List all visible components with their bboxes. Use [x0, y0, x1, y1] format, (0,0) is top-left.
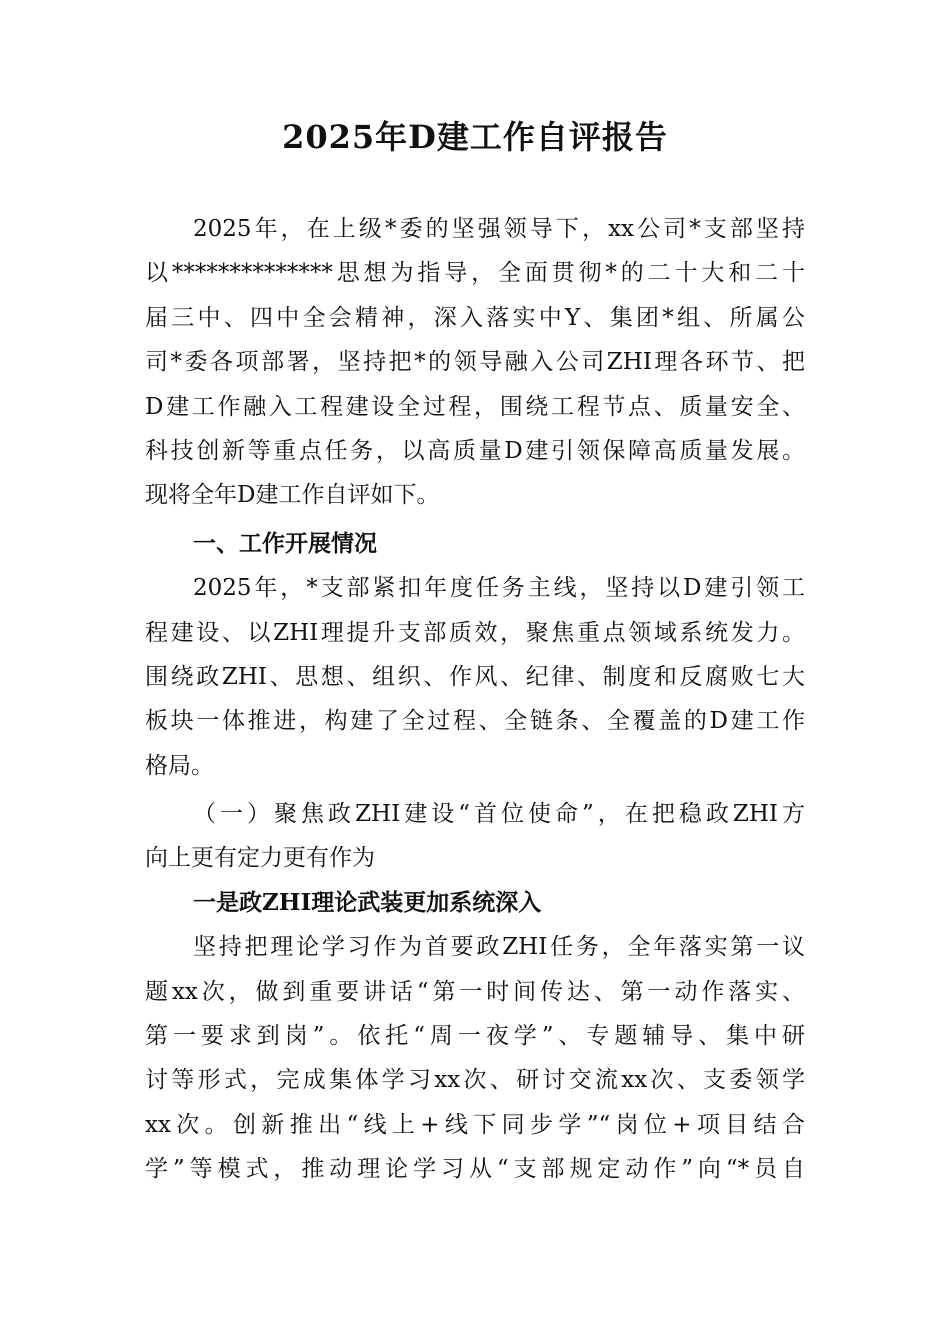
text-line: 现将全年D建工作自评如下。: [145, 482, 440, 509]
text-line: 以**************思想为指导，全面贯彻*的二十大和二十: [145, 260, 805, 287]
text-line: 2025年，*支部紧扣年度任务主线，坚持以D建引领工: [193, 575, 805, 602]
text-line: 坚持把理论学习作为首要政ZHI任务，全年落实第一议: [193, 934, 805, 961]
paragraph-theory: [145, 925, 805, 1191]
text-line: 围绕政ZHI、思想、组织、作风、纪律、制度和反腐败七大: [145, 663, 805, 690]
text-line: 向上更有定力更有作为: [145, 845, 375, 872]
text-line: D建工作融入工程建设全过程，围绕工程节点、质量安全、: [145, 393, 805, 420]
text-line: 题xx次，做到重要讲话“第一时间传达、第一动作落实、: [145, 978, 805, 1005]
text-line: （一）聚焦政ZHI建设“首位使命”，在把稳政ZHI方: [193, 801, 805, 828]
document-body: [145, 207, 805, 1192]
text-line: 程建设、以ZHI理提升支部质效，聚焦重点领域系统发力。: [145, 619, 805, 646]
point-heading: 一是政ZHI理论武装更加系统深入: [193, 888, 542, 916]
subsection-heading: [145, 792, 805, 881]
text-line: 格局。: [145, 752, 214, 779]
paragraph-overview: [145, 566, 805, 788]
section-heading: 一、工作开展情况: [193, 530, 377, 557]
text-line: xx次。创新推出“线上+线下同步学”“岗位+项目结合: [145, 1111, 805, 1138]
paragraph-intro: [145, 207, 805, 518]
text-line: 学”等模式，推动理论学习从“支部规定动作”向“*员自: [145, 1156, 805, 1183]
text-line: 板块一体推进，构建了全过程、全链条、全覆盖的D建工作: [145, 708, 805, 735]
text-line: 科技创新等重点任务，以高质量D建引领保障高质量发展。: [145, 437, 805, 464]
text-line: 讨等形式，完成集体学习xx次、研讨交流xx次、支委领学: [145, 1067, 805, 1094]
text-line: 2025年，在上级*委的坚强领导下，xx公司*支部坚持: [193, 216, 805, 242]
text-line: 司*委各项部署，坚持把*的领导融入公司ZHI理各环节、把: [145, 349, 805, 376]
document-title: 2025年D建工作自评报告: [282, 118, 668, 156]
text-line: 第一要求到岗”。依托“周一夜学”、专题辅导、集中研: [145, 1023, 805, 1050]
text-line: 届三中、四中全会精神，深入落实中Y、集团*组、所属公: [145, 304, 805, 331]
